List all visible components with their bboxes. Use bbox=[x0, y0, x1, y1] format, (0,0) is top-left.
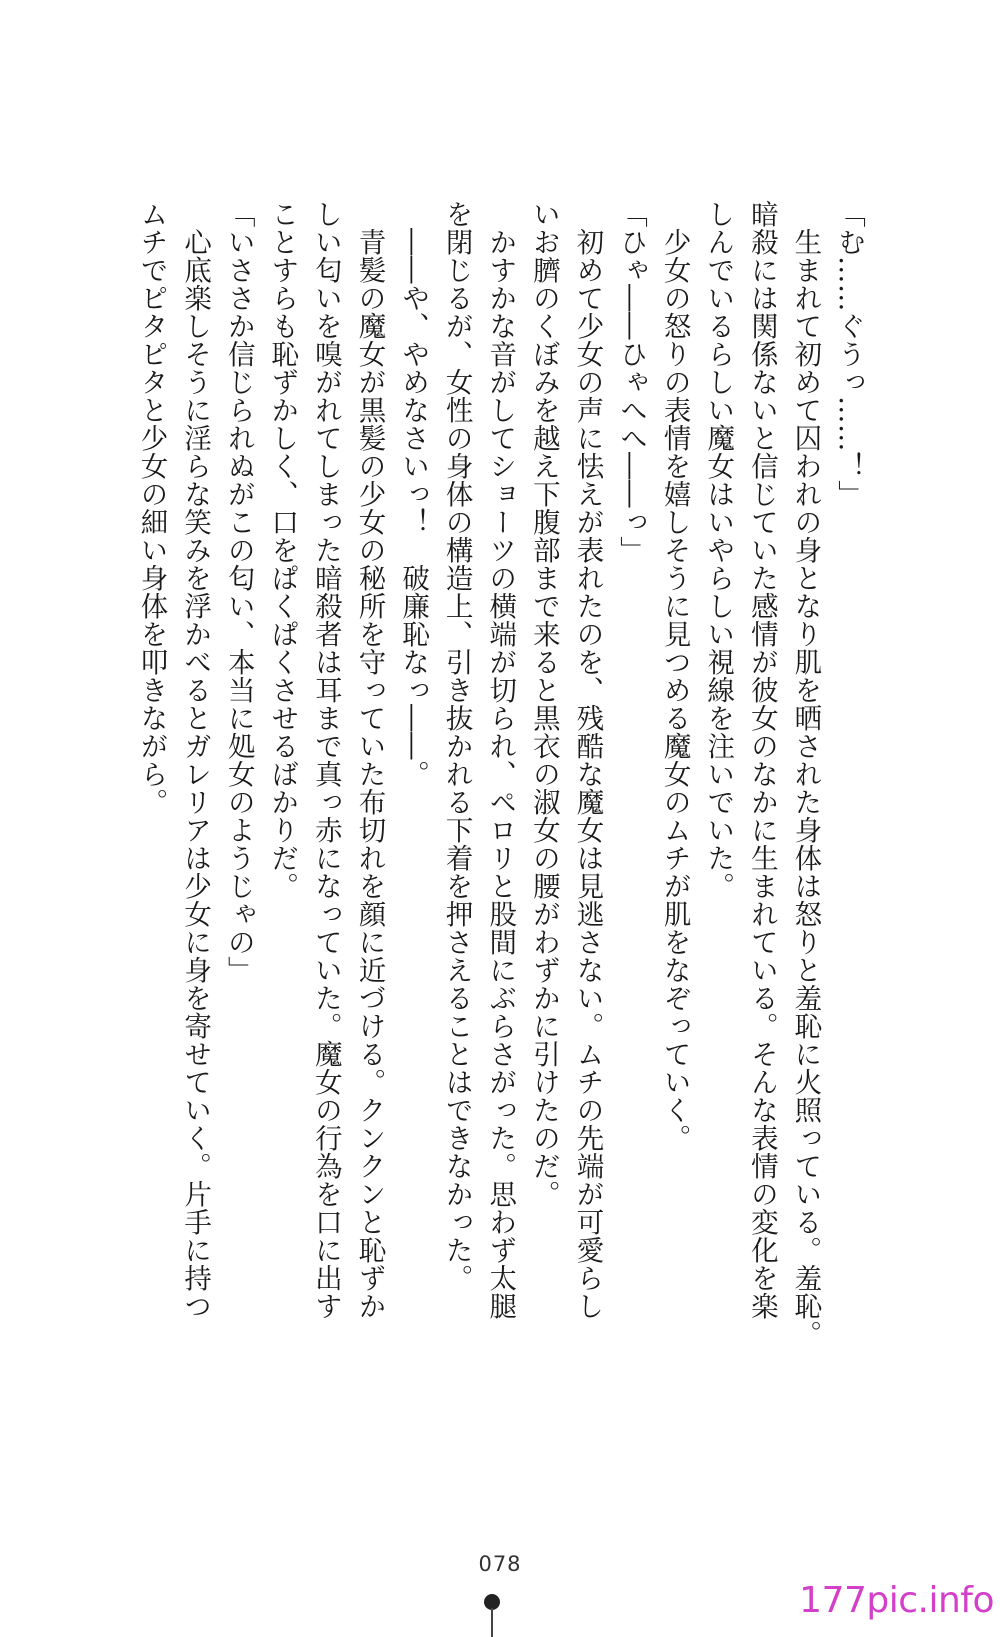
text-line: 心底楽しそうに淫らな笑みを浮かべるとガレリアは少女に身を寄せていく。片手に持つ bbox=[179, 200, 212, 1320]
text-line: を閉じるが、女性の身体の構造上、引き抜かれる下着を押さえることはできなかった。 bbox=[440, 200, 473, 1292]
text-line: かすかな音がしてショーツの横端が切られ、ペロリと股間にぶらさがった。思わず太腿 bbox=[484, 200, 517, 1320]
watermark: 177pic.info bbox=[799, 1580, 994, 1621]
text-line: 少女の怒りの表情を嬉しそうに見つめる魔女のムチが肌をなぞっていく。 bbox=[658, 200, 691, 1152]
text-line: 初めて少女の声に怯えが表れたのを、残酷な魔女は見逃さない。ムチの先端が可愛らし bbox=[571, 200, 604, 1320]
text-line: ムチでピタピタと少女の細い身体を叩きながら。 bbox=[135, 200, 168, 816]
text-line: ことすらも恥ずかしく、口をぱくぱくさせるばかりだ。 bbox=[266, 200, 299, 900]
text-line: 生まれて初めて囚われの身となり肌を晒された身体は怒りと羞恥に火照っている。羞恥。 bbox=[789, 200, 822, 1348]
body-text bbox=[129, 200, 870, 1348]
text-line: 青髪の魔女が黒髪の少女の秘所を守っていた布切れを顔に近づける。クンクンと恥ずか bbox=[353, 200, 386, 1320]
text-line: しい匂いを嗅がれてしまった暗殺者は耳まで真っ赤になっていた。魔女の行為を口に出す bbox=[309, 200, 342, 1320]
text-line: 暗殺には関係ないと信じていた感情が彼女のなかに生まれている。そんな表情の変化を楽 bbox=[745, 200, 778, 1320]
text-line: 「む……ぐうっ……！」 bbox=[833, 200, 865, 508]
page-marker-line bbox=[491, 1608, 493, 1637]
text-line: 「ひゃ――ひゃへへ――っ」 bbox=[615, 200, 648, 564]
text-line: 「いささか信じられぬがこの匂い、本当に処女のようじゃの」 bbox=[222, 200, 255, 984]
text-line: ――や、やめなさいっ！ 破廉恥なっ――。 bbox=[397, 200, 430, 788]
text-line: しんでいるらしい魔女はいやらしい視線を注いでいた。 bbox=[702, 200, 735, 900]
text-line: いお臍のくぼみを越え下腹部まで来ると黒衣の淑女の腰がわずかに引けたのだ。 bbox=[527, 200, 560, 1208]
page-number: 078 bbox=[478, 1552, 522, 1576]
